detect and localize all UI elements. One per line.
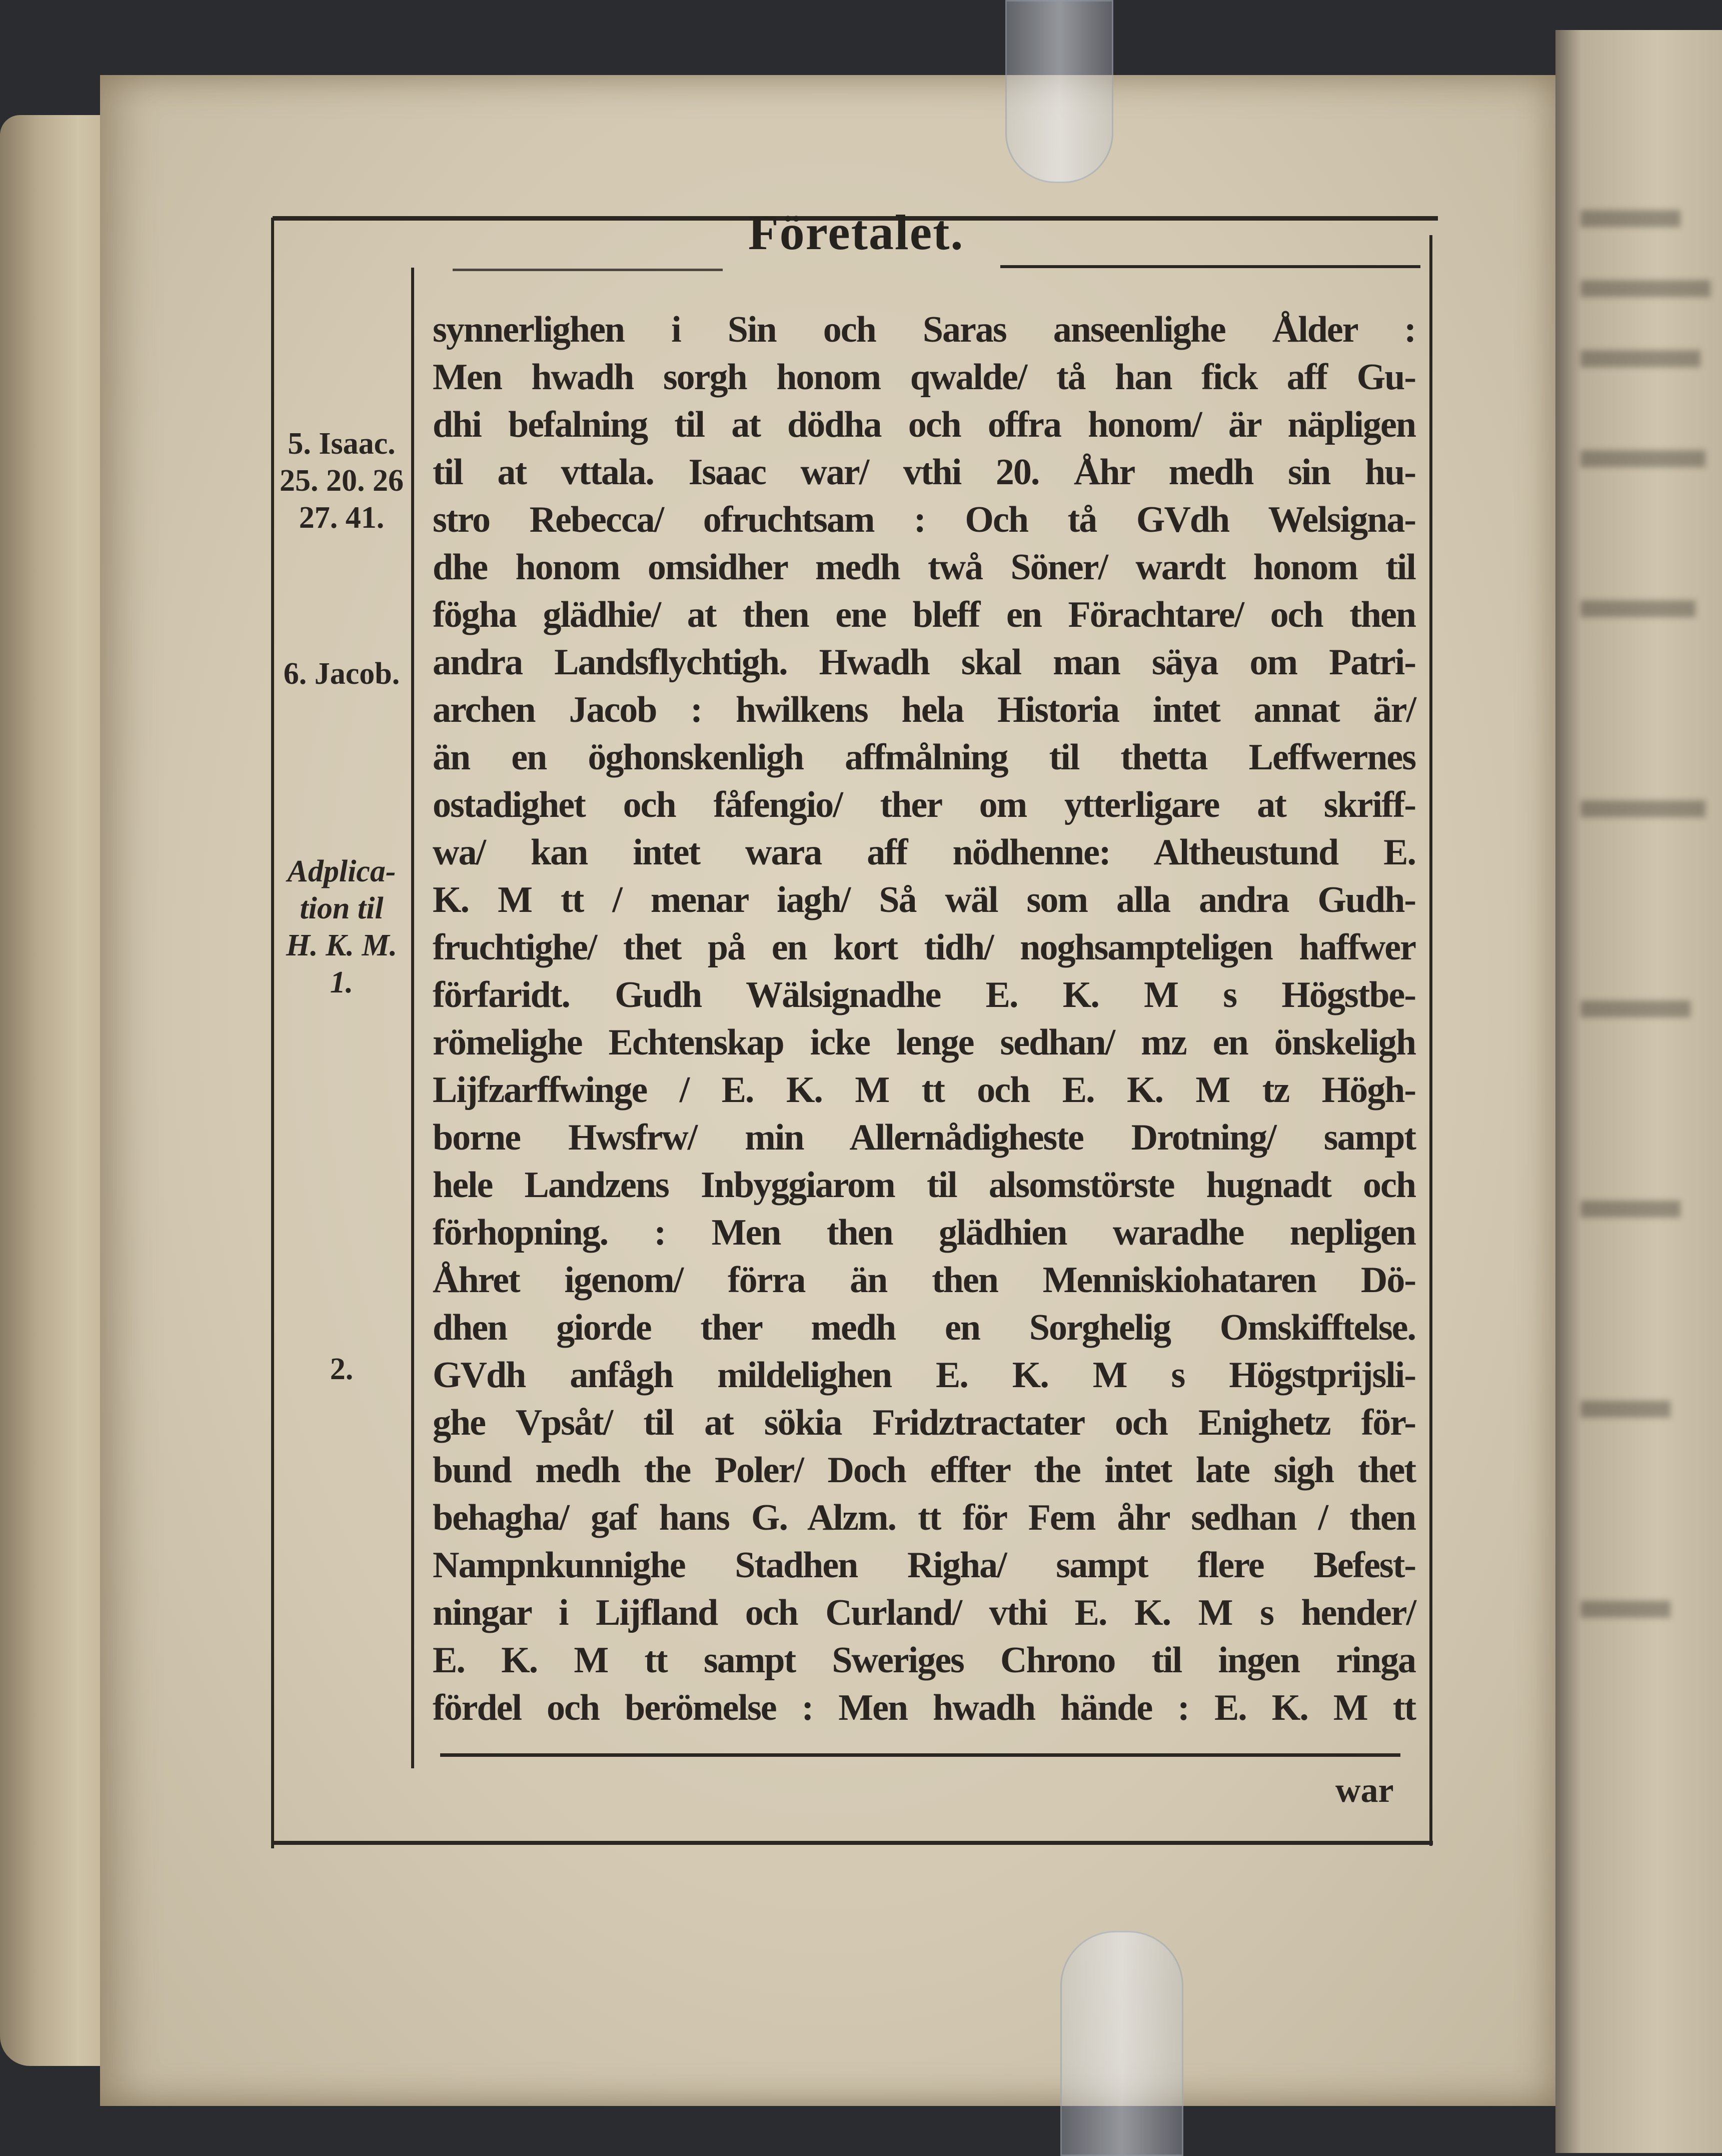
margin-note-line: Adplica- — [287, 854, 396, 888]
text-line: E. K. M tt sampt Sweriges Chrono til ingen ringa — [433, 1640, 1415, 1681]
text-line: andra Landsflychtigh. Hwadh skal man säya om Patri- — [433, 642, 1415, 683]
margin-note-line: H. K. M. — [286, 928, 398, 962]
text-line: dhen giorde ther medh en Sorghelig Omskifftelse. — [433, 1307, 1415, 1348]
margin-note-line: 1. — [330, 965, 354, 999]
facing-page-text — [1580, 600, 1695, 617]
page-clip-bottom — [1060, 1931, 1183, 2156]
text-line: til at vttala. Isaac war/ vthi 20. Åhr medh sin hu- — [433, 452, 1415, 493]
margin-note-application — [274, 853, 409, 1001]
text-line: stro Rebecca/ ofruchtsam : Och tå GVdh Welsigna- — [433, 499, 1415, 540]
text-line: förfaridt. Gudh Wälsignadhe E. K. M s Högstbe- — [433, 974, 1415, 1015]
text-line: fruchtighe/ thet på en kort tidh/ noghsampteligen haffwer — [433, 927, 1415, 968]
text-line: archen Jacob : hwilkens hela Historia intet annat är/ — [433, 689, 1415, 730]
body-text — [433, 306, 1415, 1732]
text-line: ningar i Lijfland och Curland/ vthi E. K. M s hender/ — [433, 1592, 1415, 1633]
running-head: Företalet. — [748, 205, 964, 260]
margin-note-line: 25. 20. 26 — [280, 464, 404, 498]
text-line: Men hwadh sorgh honom qwalde/ tå han fick aff Gu- — [433, 357, 1415, 398]
text-line: GVdh anfågh mildelighen E. K. M s Högstprijsli- — [433, 1355, 1415, 1396]
facing-page — [1555, 30, 1722, 2153]
facing-page-text — [1580, 800, 1705, 817]
text-line: Åhret igenom/ förra än then Menniskiohataren Dö- — [433, 1260, 1415, 1301]
facing-page-text — [1580, 450, 1705, 467]
facing-page-text — [1580, 1401, 1670, 1418]
margin-note-line: 5. Isaac. — [288, 427, 396, 461]
text-line: fögha glädhie/ at then ene bleff en Förachtare/ och then — [433, 594, 1415, 635]
text-line: synnerlighen i Sin och Saras anseenlighe Ålder : — [433, 309, 1415, 350]
text-line: ghe Vpsåt/ til at sökia Fridztractater och Enighetz för- — [433, 1402, 1415, 1443]
facing-page-text — [1580, 280, 1710, 297]
text-line: fördel och berömelse : Men hwadh hände : E. K. M tt — [433, 1687, 1415, 1728]
margin-note-2: 2. — [330, 1352, 354, 1386]
margin-note-line: 27. 41. — [299, 501, 385, 535]
frame-bottom-rule — [273, 1841, 1433, 1845]
facing-page-text — [1580, 350, 1700, 367]
margin-note-jacob: 6. Jacob. — [283, 657, 400, 691]
text-line: Nampnkunnighe Stadhen Righa/ sampt flere Befest- — [433, 1545, 1415, 1586]
text-line: än en öghonskenligh affmålning til thetta Leffwernes — [433, 737, 1415, 778]
facing-page-text — [1580, 1000, 1690, 1017]
text-line: K. M tt / menar iagh/ Så wäl som alla andra Gudh- — [433, 879, 1415, 920]
text-line: behagha/ gaf hans G. Alzm. tt för Fem åhr sedhan / then — [433, 1497, 1415, 1538]
text-line: borne Hwsfrw/ min Allernådigheste Drotning/ sampt — [433, 1117, 1415, 1158]
text-line: römelighe Echtenskap icke lenge sedhan/ mz en önskeligh — [433, 1022, 1415, 1063]
margin-note-isaac — [274, 425, 409, 536]
text-line: Lijfzarffwinge / E. K. M tt och E. K. M tz Högh- — [433, 1069, 1415, 1111]
head-rule-left — [453, 269, 723, 271]
text-line: ostadighet och fåfengio/ ther om ytterligare at skriff- — [433, 784, 1415, 825]
catchword: war — [1335, 1771, 1394, 1810]
text-line: hele Landzens Inbyggiarom til alsomstörste hugnadt och — [433, 1165, 1415, 1206]
text-line: bund medh the Poler/ Doch effter the intet late sigh thet — [433, 1450, 1415, 1491]
text-line: förhopning. : Men then glädhien waradhe nepligen — [433, 1212, 1415, 1253]
margin-column-rule — [411, 268, 414, 1768]
page-clip-top — [1005, 0, 1113, 183]
foot-rule — [440, 1753, 1400, 1757]
text-line: dhe honom omsidher medh twå Söner/ wardt honom til — [433, 547, 1415, 588]
frame-right-rule — [1429, 235, 1432, 1846]
text-line: dhi befalning til at dödha och offra honom/ är näpligen — [433, 404, 1415, 445]
facing-page-text — [1580, 1201, 1680, 1218]
facing-page-text — [1580, 1601, 1670, 1618]
margin-note-line: tion til — [300, 891, 384, 925]
text-line: wa/ kan intet wara aff nödhenne: Altheustund E. — [433, 832, 1415, 873]
head-rule-right — [1000, 265, 1420, 268]
